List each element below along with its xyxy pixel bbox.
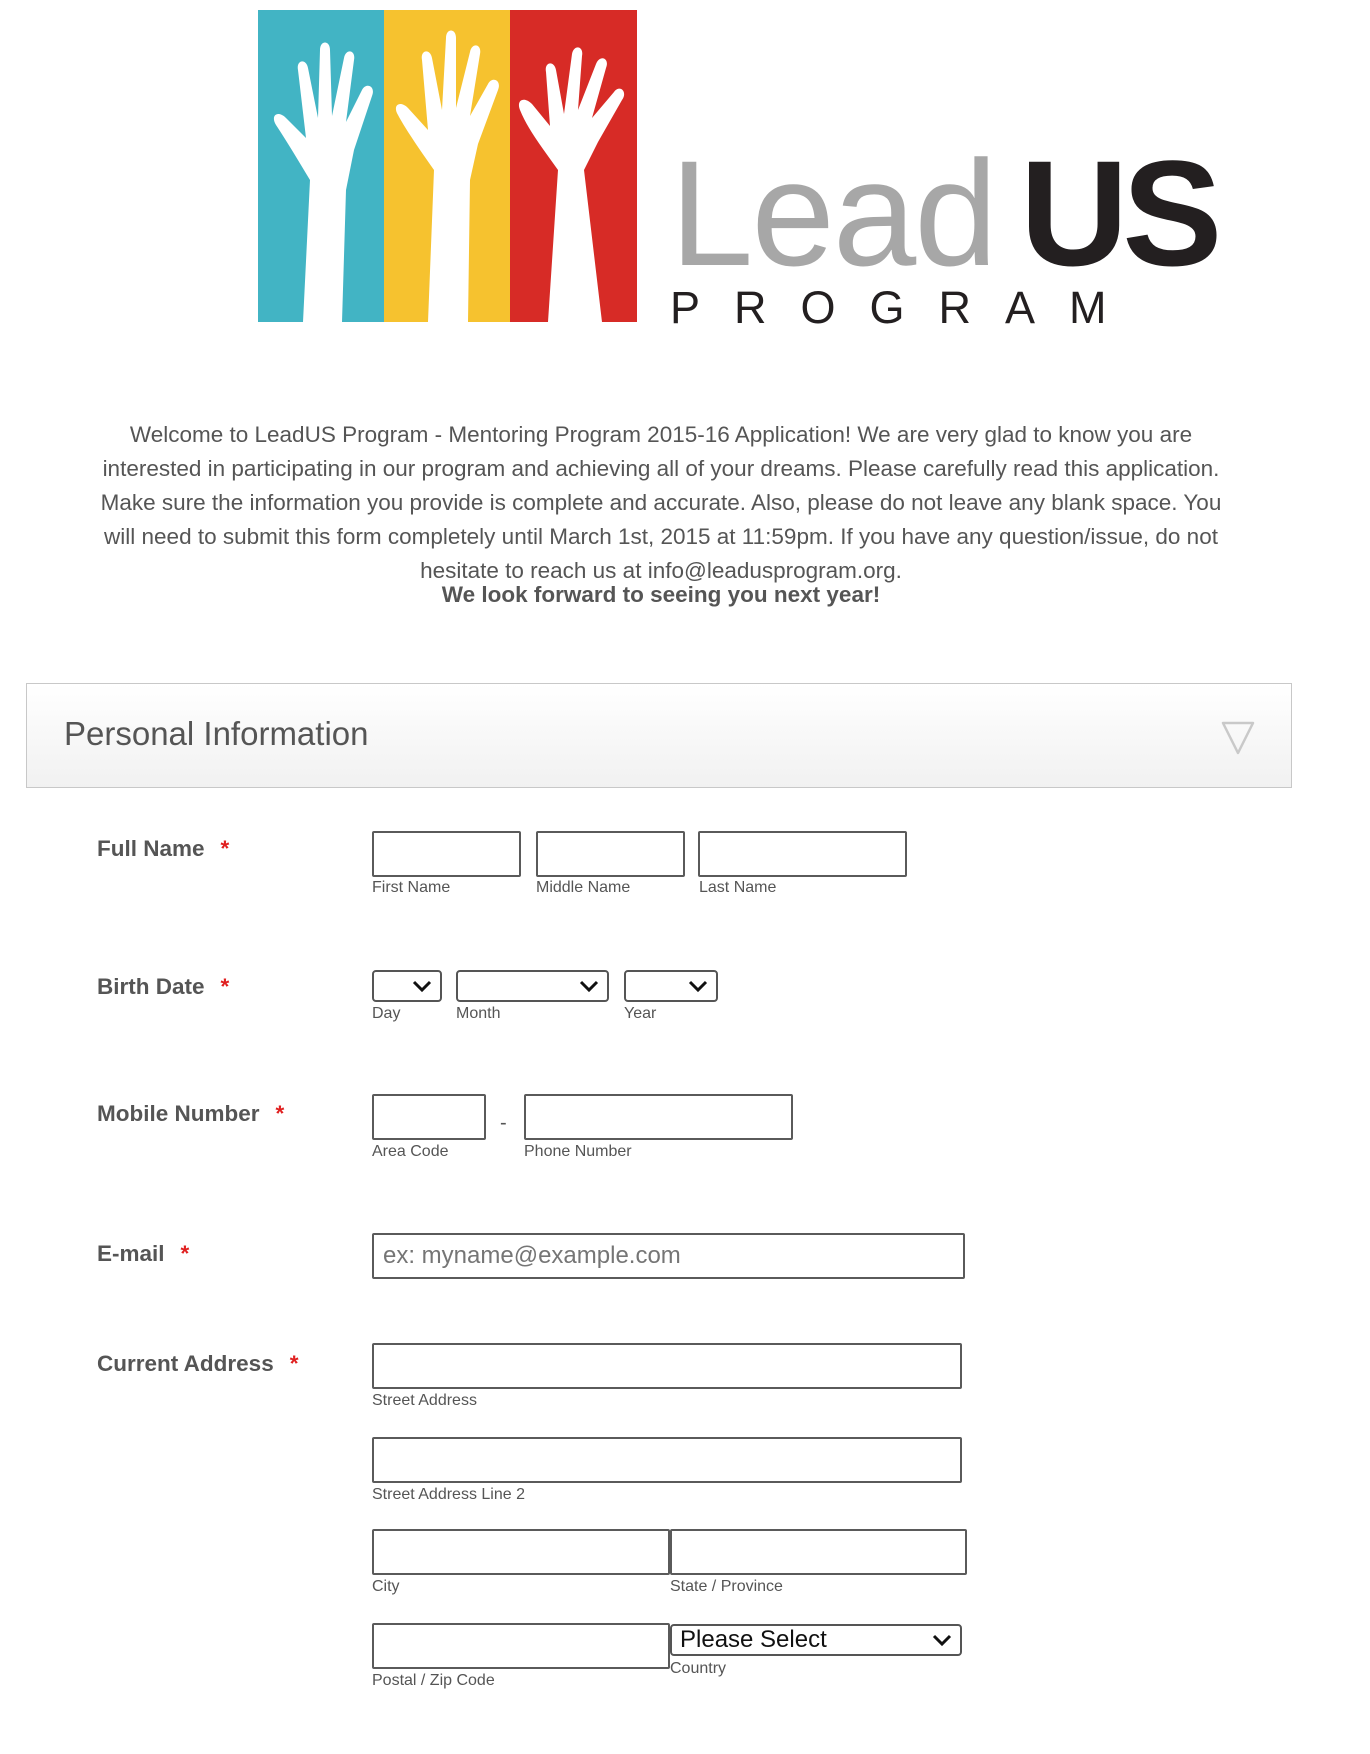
logo-word-us: US: [1020, 129, 1217, 297]
section-title: Personal Information: [64, 715, 369, 752]
area-code-sublabel: Area Code: [372, 1143, 449, 1160]
city-sublabel: City: [372, 1578, 400, 1595]
full-name-label: [97, 834, 229, 864]
email-input[interactable]: [372, 1233, 965, 1279]
birth-date-label-text: Birth Date: [97, 974, 205, 999]
phone-separator: -: [500, 1112, 507, 1134]
required-asterisk: *: [180, 1241, 190, 1266]
street-address-input[interactable]: [372, 1343, 962, 1389]
birth-month-select[interactable]: [456, 970, 609, 1002]
mobile-number-label: [97, 1099, 284, 1129]
street-address-sublabel: Street Address: [372, 1392, 477, 1409]
chevron-down-icon: [932, 1634, 952, 1647]
birth-year-sublabel: Year: [624, 1005, 657, 1022]
required-asterisk: *: [275, 1101, 285, 1126]
required-asterisk: *: [289, 1351, 299, 1376]
required-asterisk: *: [220, 836, 230, 861]
current-address-label: [97, 1349, 298, 1379]
birth-date-label: [97, 972, 229, 1002]
logo-word-lead: Lead: [670, 129, 996, 297]
chevron-down-icon: [579, 980, 599, 993]
raised-hands-logo-icon: [258, 10, 637, 322]
state-province-input[interactable]: [670, 1529, 967, 1575]
last-name-input[interactable]: [698, 831, 907, 877]
current-address-label-text: Current Address: [97, 1351, 274, 1376]
street-address-line2-sublabel: Street Address Line 2: [372, 1486, 525, 1503]
email-label: [97, 1239, 189, 1269]
birth-day-select[interactable]: [372, 970, 442, 1002]
middle-name-sublabel: Middle Name: [536, 879, 631, 896]
first-name-sublabel: First Name: [372, 879, 451, 896]
triangle-down-icon[interactable]: [1221, 720, 1255, 756]
city-input[interactable]: [372, 1529, 670, 1575]
required-asterisk: *: [220, 974, 230, 999]
leadus-logo: [258, 10, 1217, 333]
birth-month-sublabel: Month: [456, 1005, 501, 1022]
country-sublabel: Country: [670, 1660, 727, 1677]
street-address-line2-input[interactable]: [372, 1437, 962, 1483]
birth-day-sublabel: Day: [372, 1005, 401, 1022]
intro-paragraph: Welcome to LeadUS Program - Mentoring Program 2015-16 Application! We are very glad to know you are interested in participating in our program and achieving all of your dreams. Please carefully read this application. Make sure the information you provide is complete and accurate. Also, please do not leave any blank space. You will need to submit this form completely until March 1st, 2015 at 11:59pm. If you have any question/issue, do not hesitate to reach us at info@leadusprogram.org.: [100, 422, 1222, 583]
country-select[interactable]: [670, 1624, 962, 1656]
middle-name-input[interactable]: [536, 831, 685, 877]
phone-number-input[interactable]: [524, 1094, 793, 1140]
area-code-input[interactable]: [372, 1094, 486, 1140]
intro-tagline: We look forward to seeing you next year!: [441, 582, 881, 607]
email-label-text: E-mail: [97, 1241, 165, 1266]
logo-wordmark: [670, 129, 1217, 297]
postal-code-sublabel: Postal / Zip Code: [372, 1672, 495, 1689]
mobile-number-label-text: Mobile Number: [97, 1101, 260, 1126]
phone-number-sublabel: Phone Number: [524, 1143, 632, 1160]
chevron-down-icon: [688, 980, 708, 993]
first-name-input[interactable]: [372, 831, 521, 877]
state-province-sublabel: State / Province: [670, 1578, 783, 1595]
country-select-value: Please Select: [680, 1626, 827, 1653]
section-header-personal-information[interactable]: [26, 683, 1292, 788]
birth-year-select[interactable]: [624, 970, 718, 1002]
chevron-down-icon: [412, 980, 432, 993]
logo-word-program: PROGRAM: [670, 282, 1141, 333]
full-name-label-text: Full Name: [97, 836, 205, 861]
last-name-sublabel: Last Name: [699, 879, 777, 896]
postal-code-input[interactable]: [372, 1623, 670, 1669]
